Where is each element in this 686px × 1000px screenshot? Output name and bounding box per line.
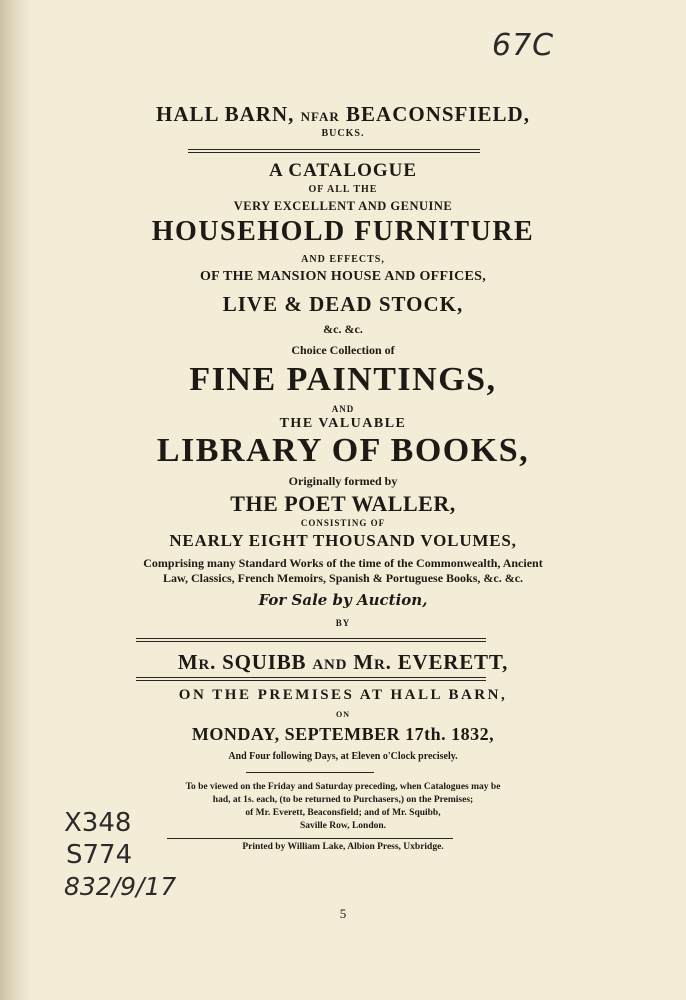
of-all-the-text: OF ALL THE — [308, 184, 378, 195]
viewing-line-1: To be viewed on the Friday and Saturday preceding, when Catalogues may be — [185, 782, 501, 792]
originally-formed-text: Originally formed by — [288, 474, 398, 488]
handwritten-shelf-mark-1: X348 — [64, 808, 132, 838]
header-rule — [188, 149, 480, 150]
fine-paintings-heading: FINE PAINTINGS, — [189, 361, 497, 398]
handwritten-shelf-mark-3: 832/9/17 — [64, 872, 177, 901]
for-sale-by-auction-text: For Sale by Auction, — [258, 591, 428, 609]
handwritten-accession-mark: 67C — [492, 28, 555, 63]
choice-collection-text: Choice Collection of — [291, 343, 395, 357]
etc-text: &c. &c. — [323, 322, 363, 336]
printer-top-rule — [167, 838, 453, 839]
and-effects-text: AND EFFECTS, — [301, 254, 385, 265]
poet-waller-heading: THE POET WALLER, — [230, 491, 456, 516]
viewing-line-3: of Mr. Everett, Beaconsfield; and of Mr. Squibb, — [245, 808, 441, 818]
viewing-line-4: Saville Row, London. — [299, 821, 387, 831]
on-text: ON — [336, 710, 350, 719]
following-days-text: And Four following Days, at Eleven o'Clock precisely. — [228, 751, 458, 762]
and-text: AND — [331, 404, 355, 414]
comprising-line-2: Law, Classics, French Memoirs, Spanish & Portuguese Books, &c. &c. — [162, 571, 524, 585]
by-text: BY — [335, 618, 351, 628]
printer-imprint: Printed by William Lake, Albion Press, Uxbridge. — [242, 842, 444, 852]
the-valuable-text: THE VALUABLE — [279, 416, 407, 431]
household-furniture-heading: HOUSEHOLD FURNITURE — [151, 216, 535, 247]
page-gutter-shadow — [0, 0, 30, 1000]
catalogue-title: A CATALOGUE — [268, 160, 418, 181]
handwritten-shelf-mark-2: S774 — [66, 840, 133, 870]
beaconsfield-text: BEACONSFIELD, — [346, 102, 530, 126]
comprising-line-1: Comprising many Standard Works of the time of the Commonwealth, Ancient — [143, 556, 543, 570]
location-heading — [30, 102, 656, 127]
page-number: 5 — [339, 906, 347, 921]
eight-thousand-volumes-text: NEARLY EIGHT THOUSAND VOLUMES, — [169, 531, 517, 550]
hall-barn-text: HALL BARN, — [156, 102, 295, 126]
auctioneer-top-rule — [136, 638, 486, 639]
mansion-house-text: OF THE MANSION HOUSE AND OFFICES, — [199, 269, 487, 284]
consisting-of-text: CONSISTING OF — [300, 518, 386, 528]
sale-date: MONDAY, SEPTEMBER 17th. 1832, — [191, 724, 495, 744]
catalogue-title-page — [30, 0, 686, 1000]
viewing-top-rule — [246, 772, 374, 773]
library-of-books-heading: LIBRARY OF BOOKS, — [156, 432, 530, 469]
live-dead-stock-heading: LIVE & DEAD STOCK, — [222, 292, 464, 316]
premises-text: ON THE PREMISES AT HALL BARN, — [178, 687, 508, 703]
auctioneer-names: Mr. SQUIBB and Mr. EVERETT, — [177, 650, 509, 674]
very-excellent-text: VERY EXCELLENT AND GENUINE — [233, 199, 453, 213]
viewing-line-2: had, at 1s. each, (to be returned to Purchasers,) on the Premises; — [212, 795, 474, 805]
auctioneer-bottom-rule — [136, 677, 486, 678]
near-text: NFAR — [300, 109, 340, 124]
county-text: BUCKS. — [321, 128, 365, 139]
